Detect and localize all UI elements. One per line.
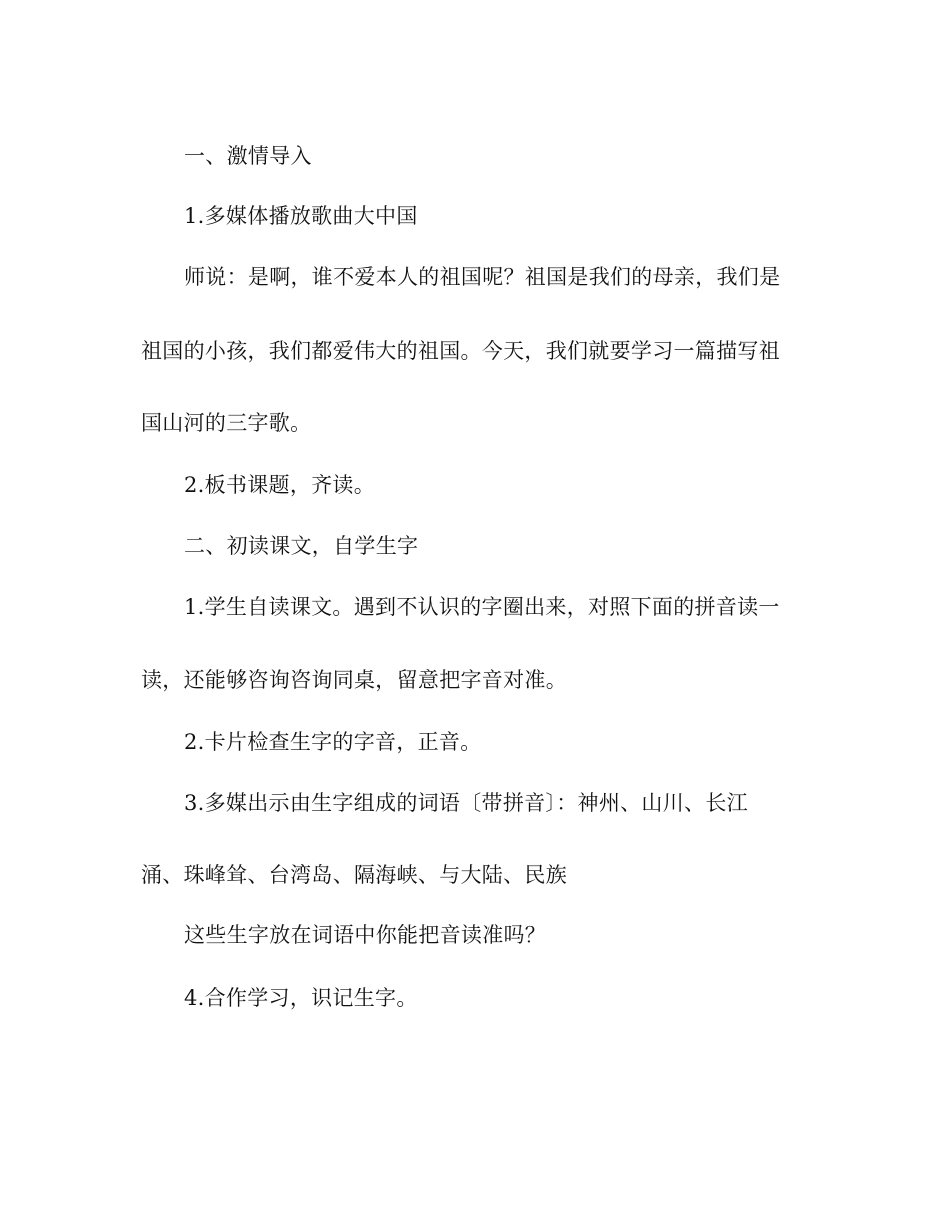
paragraph-line: 师说：是啊，谁不爱本人的祖国呢？祖国是我们的母亲，我们是 [184, 265, 781, 289]
paragraph-line: 涌、珠峰耸、台湾岛、隔海峡、与大陆、民族 [141, 863, 567, 887]
paragraph-line: 4.合作学习，识记生字。 [184, 986, 418, 1010]
section-heading-reading: 二、初读课文，自学生字 [184, 534, 419, 558]
section-heading-intro: 一、激情导入 [184, 144, 312, 168]
paragraph-line: 2.板书课题，齐读。 [184, 473, 376, 497]
paragraph-line: 国山河的三字歌。 [141, 411, 312, 435]
paragraph-line: 1.多媒体播放歌曲大中国 [184, 204, 418, 228]
paragraph-line: 1.学生自读课文。遇到不认识的字圈出来，对照下面的拼音读一 [184, 595, 780, 619]
paragraph-line: 祖国的小孩，我们都爱伟大的祖国。今天，我们就要学习一篇描写祖 [141, 339, 780, 363]
paragraph-line: 这些生字放在词语中你能把音读准吗？ [184, 923, 547, 947]
paragraph-line: 读，还能够咨询咨询同桌，留意把字音对准。 [141, 668, 567, 692]
paragraph-line: 2.卡片检查生字的字音，正音。 [184, 730, 482, 754]
paragraph-line: 3.多媒出示由生字组成的词语〔带拼音〕：神州、山川、长江 [184, 791, 748, 815]
